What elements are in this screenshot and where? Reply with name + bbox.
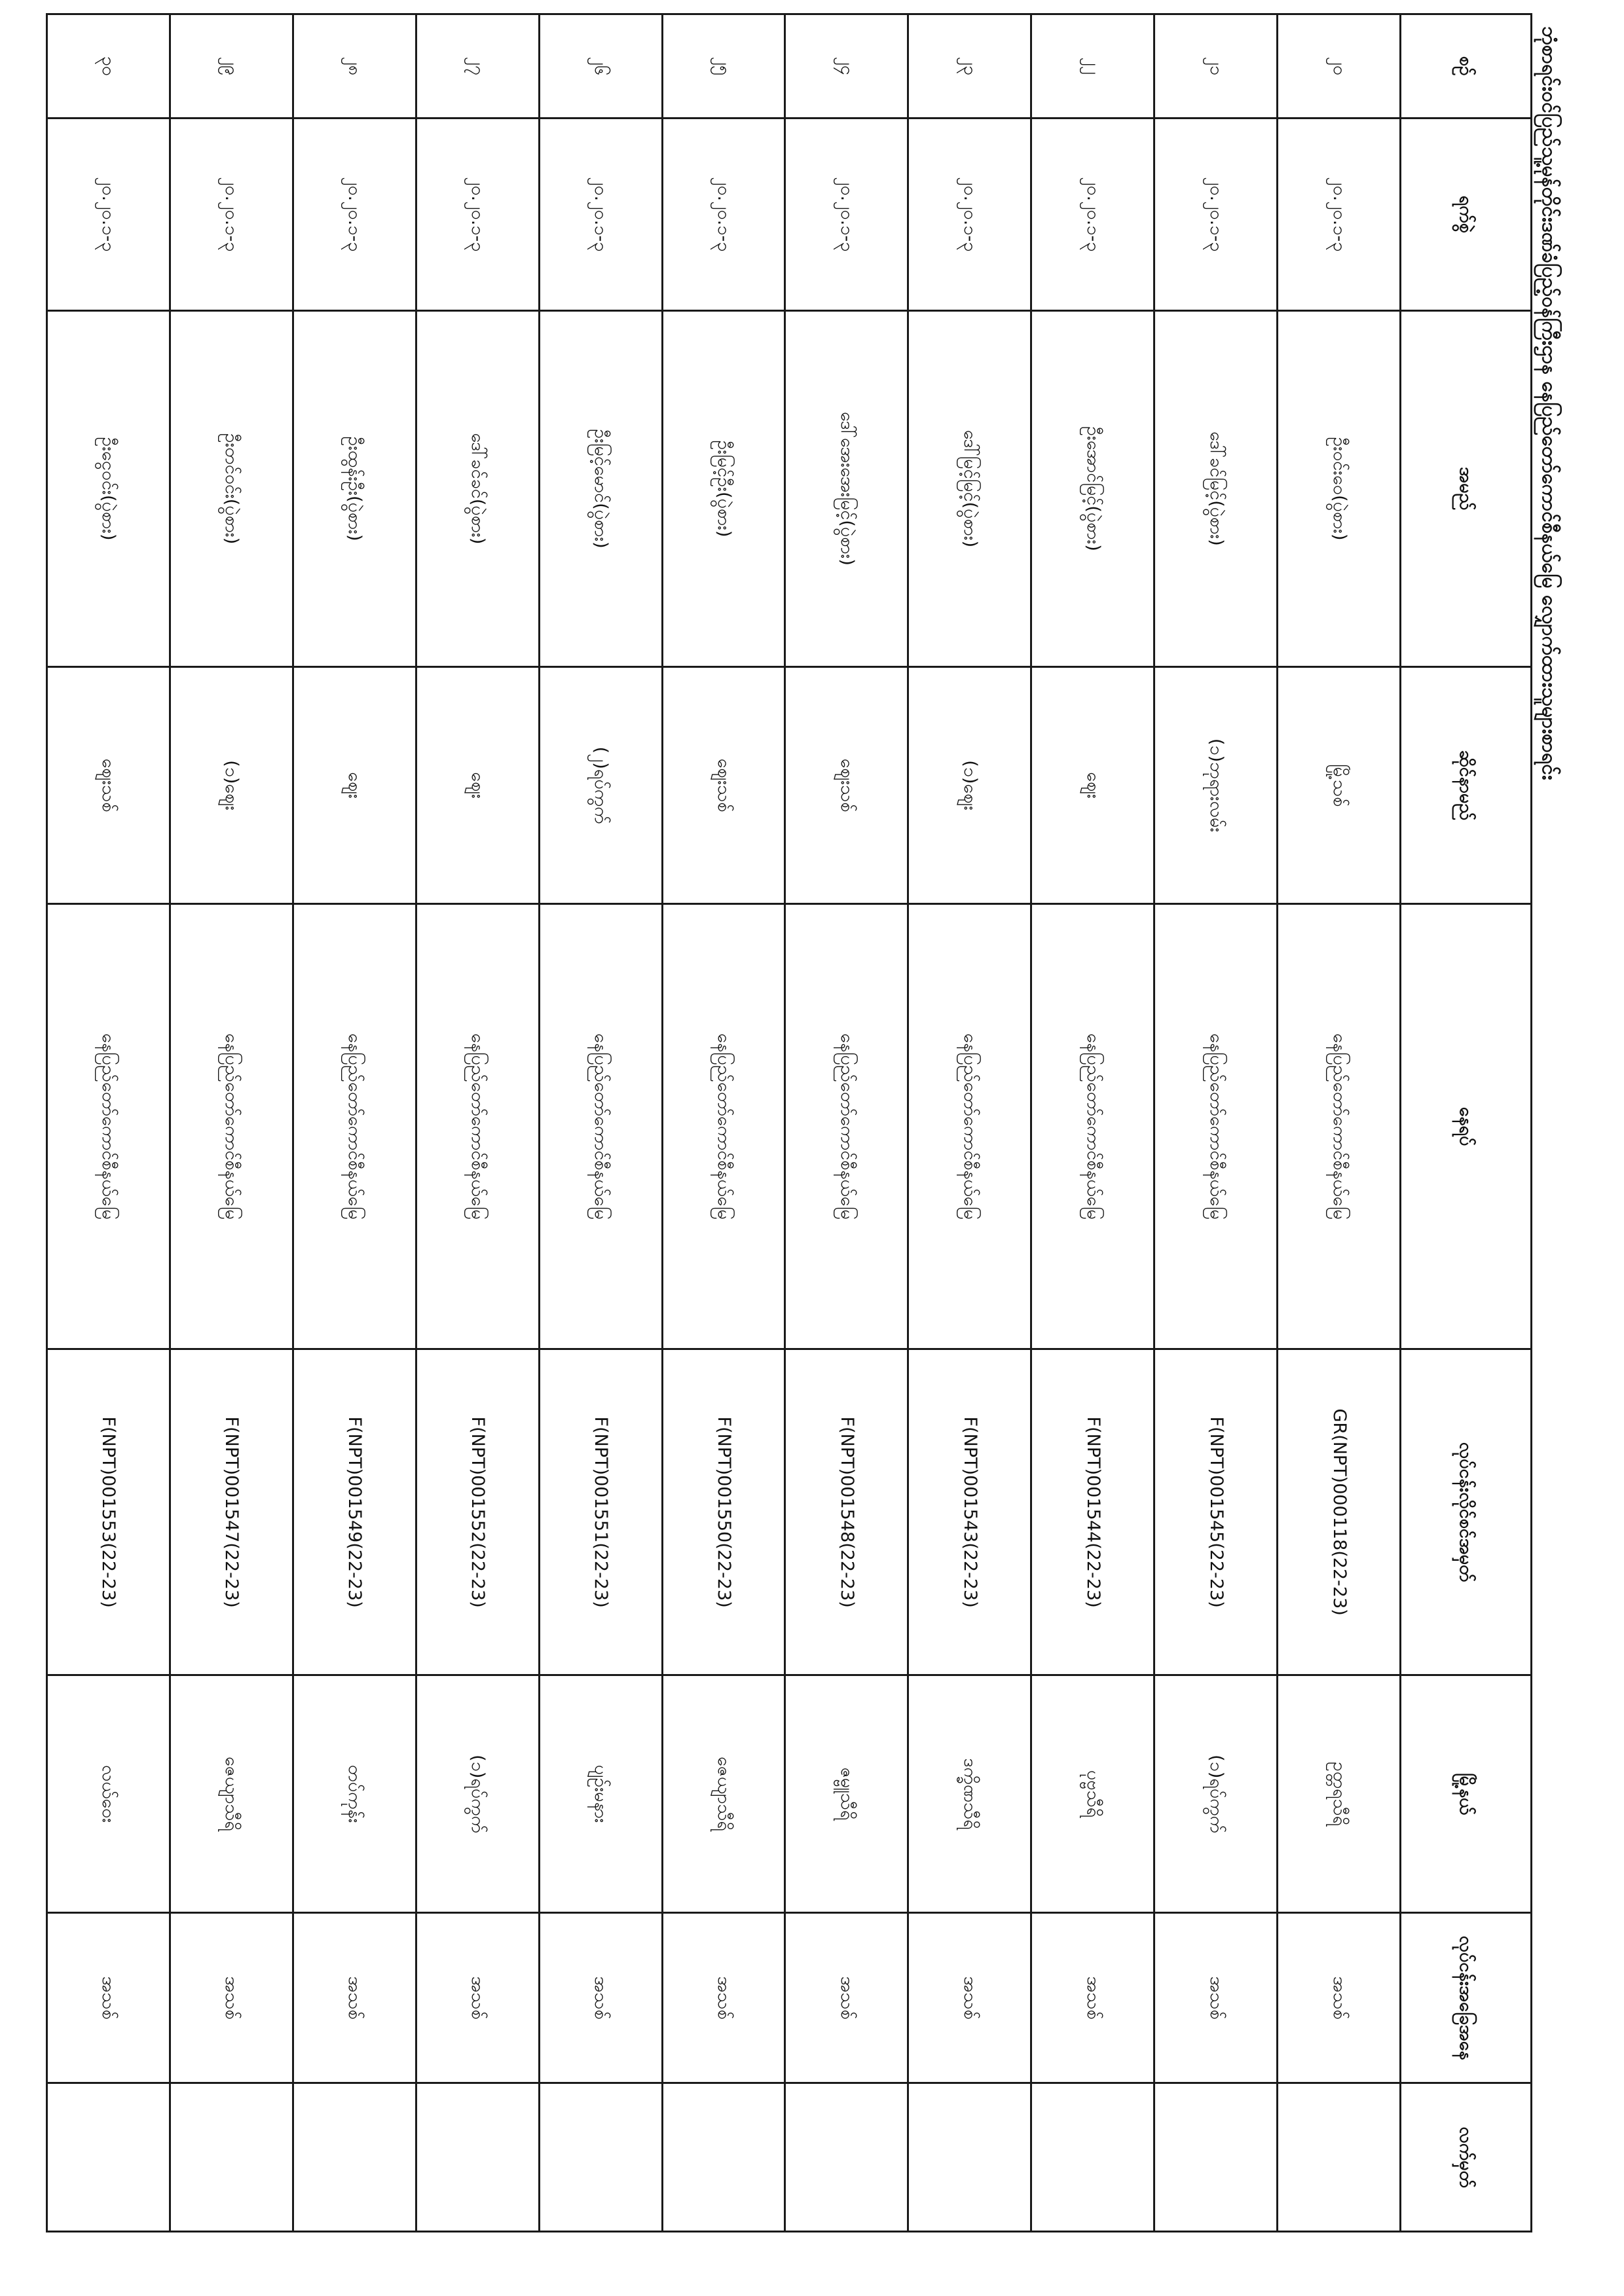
cell-no: ၂၀ (1278, 14, 1401, 118)
cell-status: အသစ် (170, 1912, 293, 2083)
cell-township: (၁)ရပ်ကွက် (1154, 1675, 1278, 1912)
cell-address: နေပြည်တော်ကောင်စီနယ်မြေ (1278, 904, 1401, 1349)
cell-shop: ဈေးသစ် (785, 666, 908, 903)
cell-license: F(NPT)001551(22-23) (539, 1349, 662, 1675)
table-row (1278, 14, 1401, 2232)
cell-address: နေပြည်တော်ကောင်စီနယ်မြေ (1154, 904, 1278, 1349)
table-row (662, 14, 785, 2232)
cell-license: F(NPT)001550(22-23) (662, 1349, 785, 1675)
cell-township: ပျဉ်းမနား (539, 1675, 662, 1912)
cell-status: အသစ် (293, 1912, 416, 2083)
cell-no: ၂၃ (908, 14, 1031, 118)
cell-township: ဇေယျာသီရိ (170, 1675, 293, 1912)
cell-signature (416, 2083, 539, 2232)
cell-license: F(NPT)001545(22-23) (1154, 1349, 1278, 1675)
header-no: စဉ် (1401, 14, 1532, 118)
cell-name: ဒေါ်အေးအေးမြင့်(ပွဲစား) (785, 311, 908, 667)
table-row (416, 14, 539, 2232)
cell-license: F(NPT)001553(22-23) (47, 1349, 170, 1675)
cell-name: ဦးအောင်မြင့်(ပွဲစား) (1031, 311, 1154, 667)
cell-township: (၁)ရပ်ကွက် (416, 1675, 539, 1912)
cell-address: နေပြည်တော်ကောင်စီနယ်မြေ (662, 904, 785, 1349)
cell-no: ၂၇ (416, 14, 539, 118)
cell-license: F(NPT)001552(22-23) (416, 1349, 539, 1675)
cell-status: အသစ် (47, 1912, 170, 2083)
cell-license: F(NPT)001547(22-23) (170, 1349, 293, 1675)
cell-signature (785, 2083, 908, 2232)
cell-status: အသစ် (1154, 1912, 1278, 2083)
cell-date: ၂၀.၂၀.၁-၃ (1278, 118, 1401, 311)
cell-address: နေပြည်တော်ကောင်စီနယ်မြေ (908, 904, 1031, 1349)
cell-name: ဦးတင်ဝင်း(ပွဲစား) (170, 311, 293, 667)
cell-township: လယ်ဝေး (47, 1675, 170, 1912)
cell-township: တပ်ကုန်း (293, 1675, 416, 1912)
cell-signature (170, 2083, 293, 2232)
cell-signature (908, 2083, 1031, 2232)
cell-date: ၂၀.၂၀.၁-၃ (1031, 118, 1154, 311)
cell-license: F(NPT)001543(22-23) (908, 1349, 1031, 1675)
cell-address: နေပြည်တော်ကောင်စီနယ်မြေ (539, 904, 662, 1349)
cell-name: ဒေါ်ခင်ခင်(ပွဲစား) (416, 311, 539, 667)
table-row (539, 14, 662, 2232)
cell-license: F(NPT)001544(22-23) (1031, 1349, 1154, 1675)
cell-signature (539, 2083, 662, 2232)
cell-address: နေပြည်တော်ကောင်စီနယ်မြေ (293, 904, 416, 1349)
header-name: အမည် (1401, 311, 1532, 667)
cell-date: ၂၀.၂၀.၁-၃ (293, 118, 416, 311)
cell-date: ၂၀.၂၀.၁-၃ (416, 118, 539, 311)
cell-signature (1031, 2083, 1154, 2232)
cell-address: နေပြည်တော်ကောင်စီနယ်မြေ (47, 904, 170, 1349)
cell-address: နေပြည်တော်ကောင်စီနယ်မြေ (416, 904, 539, 1349)
cell-shop: ဈေး (416, 666, 539, 903)
header-address: နေရပ် (1401, 904, 1532, 1349)
cell-license: F(NPT)001548(22-23) (785, 1349, 908, 1675)
cell-no: ၂၅ (662, 14, 785, 118)
cell-status: အသစ် (416, 1912, 539, 2083)
cell-shop: ဈေး (1031, 666, 1154, 903)
cell-no: ၂၈ (293, 14, 416, 118)
cell-township: ဇေယျာသီရိ (662, 1675, 785, 1912)
table-row (1154, 14, 1278, 2232)
cell-shop: မြို့သစ် (1278, 666, 1401, 903)
cell-status: အသစ် (1031, 1912, 1154, 2083)
cell-shop: ဈေး (293, 666, 416, 903)
cell-license: GR(NPT)000118(22-23) (1278, 1349, 1401, 1675)
cell-status: အသစ် (539, 1912, 662, 2083)
cell-date: ၂၀.၂၀.၁-၃ (662, 118, 785, 311)
cell-no: ၂၆ (539, 14, 662, 118)
cell-shop: (၁)ဈေး (170, 666, 293, 903)
cell-status: အသစ် (1278, 1912, 1401, 2083)
cell-signature (1154, 2083, 1278, 2232)
data-table (46, 13, 1532, 2232)
cell-name: ဦးမြင့်မောင်(ပွဲစား) (539, 311, 662, 667)
table-row (908, 14, 1031, 2232)
cell-no: ၃၀ (47, 14, 170, 118)
cell-name: ဒေါ်မြင့်မြင့်(ပွဲစား) (908, 311, 1031, 667)
cell-no: ၂၂ (1031, 14, 1154, 118)
cell-date: ၂၀.၂၀.၁-၃ (170, 118, 293, 311)
table-row (293, 14, 416, 2232)
table-row (785, 14, 908, 2232)
cell-shop: (၁)ဈေး (908, 666, 1031, 903)
cell-shop: (၂)ရပ်ကွက် (539, 666, 662, 903)
header-signature: လက်မှတ် (1401, 2083, 1532, 2232)
cell-status: အသစ် (785, 1912, 908, 2083)
cell-name: ဦးဝင်းဝေ(ပွဲစား) (1278, 311, 1401, 667)
cell-shop: (၁)ဘုရားလမ်း (1154, 666, 1278, 903)
cell-name: ဦးထွန်းဦး(ပွဲစား) (293, 311, 416, 667)
table-row (170, 14, 293, 2232)
cell-township: ပုဗ္ဗသီရိ (1031, 1675, 1154, 1912)
cell-shop: ဈေးသစ် (47, 666, 170, 903)
cell-date: ၂၀.၂၀.၁-၃ (1154, 118, 1278, 311)
header-township: မြို့နယ် (1401, 1675, 1532, 1912)
cell-signature (662, 2083, 785, 2232)
header-date: ရက်စွဲ (1401, 118, 1532, 311)
cell-name: ဦးငွေဝင်း(ပွဲစား) (47, 311, 170, 667)
cell-township: ဇမ္ဗူသီရိ (785, 1675, 908, 1912)
header-row (1401, 14, 1532, 2232)
cell-date: ၂၀.၂၀.၁-၃ (785, 118, 908, 311)
cell-township: ဥတ္တရသီရိ (1278, 1675, 1401, 1912)
cell-date: ၂၀.၂၀.၁-၃ (908, 118, 1031, 311)
cell-township: ဒက္ခိဏသီရိ (908, 1675, 1031, 1912)
cell-no: ၂၁ (1154, 14, 1278, 118)
cell-no: ၂၉ (170, 14, 293, 118)
cell-address: နေပြည်တော်ကောင်စီနယ်မြေ (1031, 904, 1154, 1349)
cell-status: အသစ် (662, 1912, 785, 2083)
cell-status: အသစ် (908, 1912, 1031, 2083)
cell-signature (293, 2083, 416, 2232)
cell-address: နေပြည်တော်ကောင်စီနယ်မြေ (170, 904, 293, 1349)
cell-no: ၂၄ (785, 14, 908, 118)
header-license: လုပ်ငန်းလိုင်စင်အမှတ် (1401, 1349, 1532, 1675)
table-row (47, 14, 170, 2232)
cell-shop: ဈေးသစ် (662, 666, 785, 903)
cell-name: ဒေါ်ခင်မြင့်(ပွဲစား) (1154, 311, 1278, 667)
cell-date: ၂၀.၂၀.၁-၃ (47, 118, 170, 311)
header-shop: ဆိုင်နာမည် (1401, 666, 1532, 903)
cell-license: F(NPT)001549(22-23) (293, 1349, 416, 1675)
cell-address: နေပြည်တော်ကောင်စီနယ်မြေ (785, 904, 908, 1349)
table-row (1031, 14, 1154, 2232)
header-status: လုပ်ငန်းအခြေအနေ (1401, 1912, 1532, 2083)
cell-signature (1278, 2083, 1401, 2232)
cell-date: ၂၀.၂၀.၁-၃ (539, 118, 662, 311)
document-title: ဘုံစာရင်းဝင်ပြည်သူ့မုန်တိုင်းဒဏ်ခံပြည့်ဝန်ကြီးဌာန နေပြည်တော်ကောင်စီနယ်မြေ လျှောက်ထားသူများစာရင်း (1538, 26, 1560, 780)
cell-signature (47, 2083, 170, 2232)
cell-name: ဦးမြင့်ဦး(ပွဲစား) (662, 311, 785, 667)
